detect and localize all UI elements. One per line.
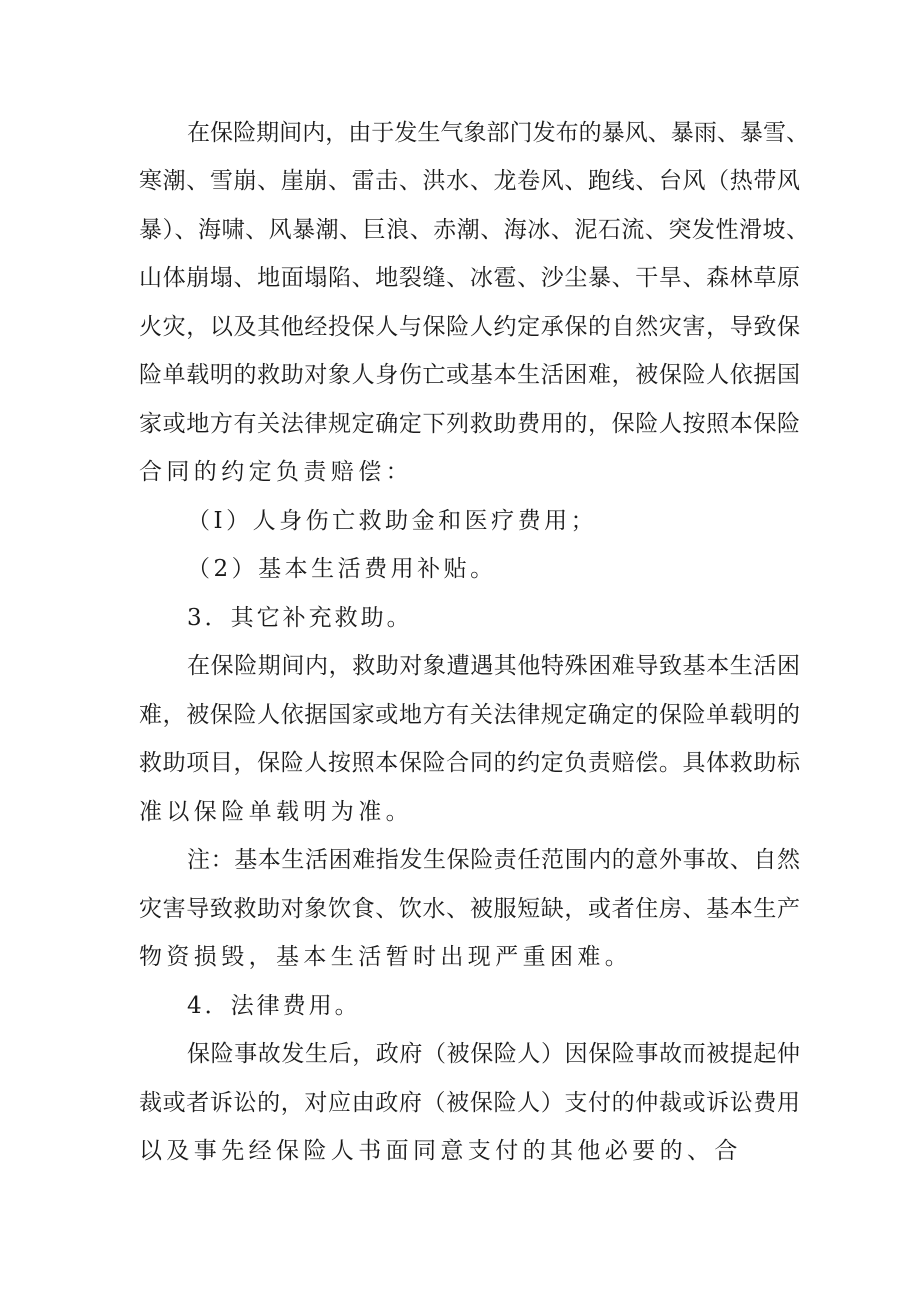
note-line: 物资损毁，基本生活暂时出现严重困难。 bbox=[139, 944, 633, 970]
paragraph-line: 合同的约定负责赔偿： bbox=[139, 459, 413, 485]
paragraph-line: 救助项目，保险人按照本保险合同的约定负责赔偿。具体救助标 bbox=[139, 750, 800, 776]
list-item: （I）人身伤亡救助金和医疗费用； bbox=[187, 508, 598, 534]
section-heading: 3．其它补充救助。 bbox=[187, 605, 413, 631]
paragraph-line: 家或地方有关法律规定确定下列救助费用的，保险人按照本保险 bbox=[139, 411, 800, 437]
paragraph-line: 难，被保险人依据国家或地方有关法律规定确定的保险单载明的 bbox=[139, 702, 800, 728]
note-line: 灾害导致救助对象饮食、饮水、被服短缺，或者住房、基本生产 bbox=[139, 896, 800, 922]
list-item: （2）基本生活费用补贴。 bbox=[187, 556, 497, 582]
paragraph-line: 火灾，以及其他经投保人与保险人约定承保的自然灾害，导致保 bbox=[139, 314, 800, 340]
paragraph-line: 山体崩塌、地面塌陷、地裂缝、冰雹、沙尘暴、干旱、森林草原 bbox=[139, 265, 800, 291]
paragraph-line: 在保险期间内，由于发生气象部门发布的暴风、暴雨、暴雪、 bbox=[187, 120, 809, 146]
section-heading: 4．法律费用。 bbox=[187, 993, 361, 1019]
paragraph-line: 裁或者诉讼的，对应由政府（被保险人）支付的仲裁或诉讼费用 bbox=[139, 1090, 800, 1116]
paragraph-line: 以及事先经保险人书面同意支付的其他必要的、合 bbox=[139, 1138, 742, 1164]
paragraph-line: 险单载明的救助对象人身伤亡或基本生活困难，被保险人依据国 bbox=[139, 362, 800, 388]
paragraph-line: 准以保险单载明为准。 bbox=[139, 799, 413, 825]
paragraph-line: 在保险期间内，救助对象遭遇其他特殊困难导致基本生活困 bbox=[187, 653, 800, 679]
paragraph-line: 暴）、海啸、风暴潮、巨浪、赤潮、海冰、泥石流、突发性滑坡、 bbox=[139, 217, 809, 243]
paragraph-line: 寒潮、雪崩、崖崩、雷击、洪水、龙卷风、跑线、台风（热带风 bbox=[139, 168, 800, 194]
paragraph-line: 保险事故发生后，政府（被保险人）因保险事故而被提起仲 bbox=[187, 1041, 800, 1067]
note-line: 注：基本生活困难指发生保险责任范围内的意外事故、自然 bbox=[187, 847, 800, 873]
